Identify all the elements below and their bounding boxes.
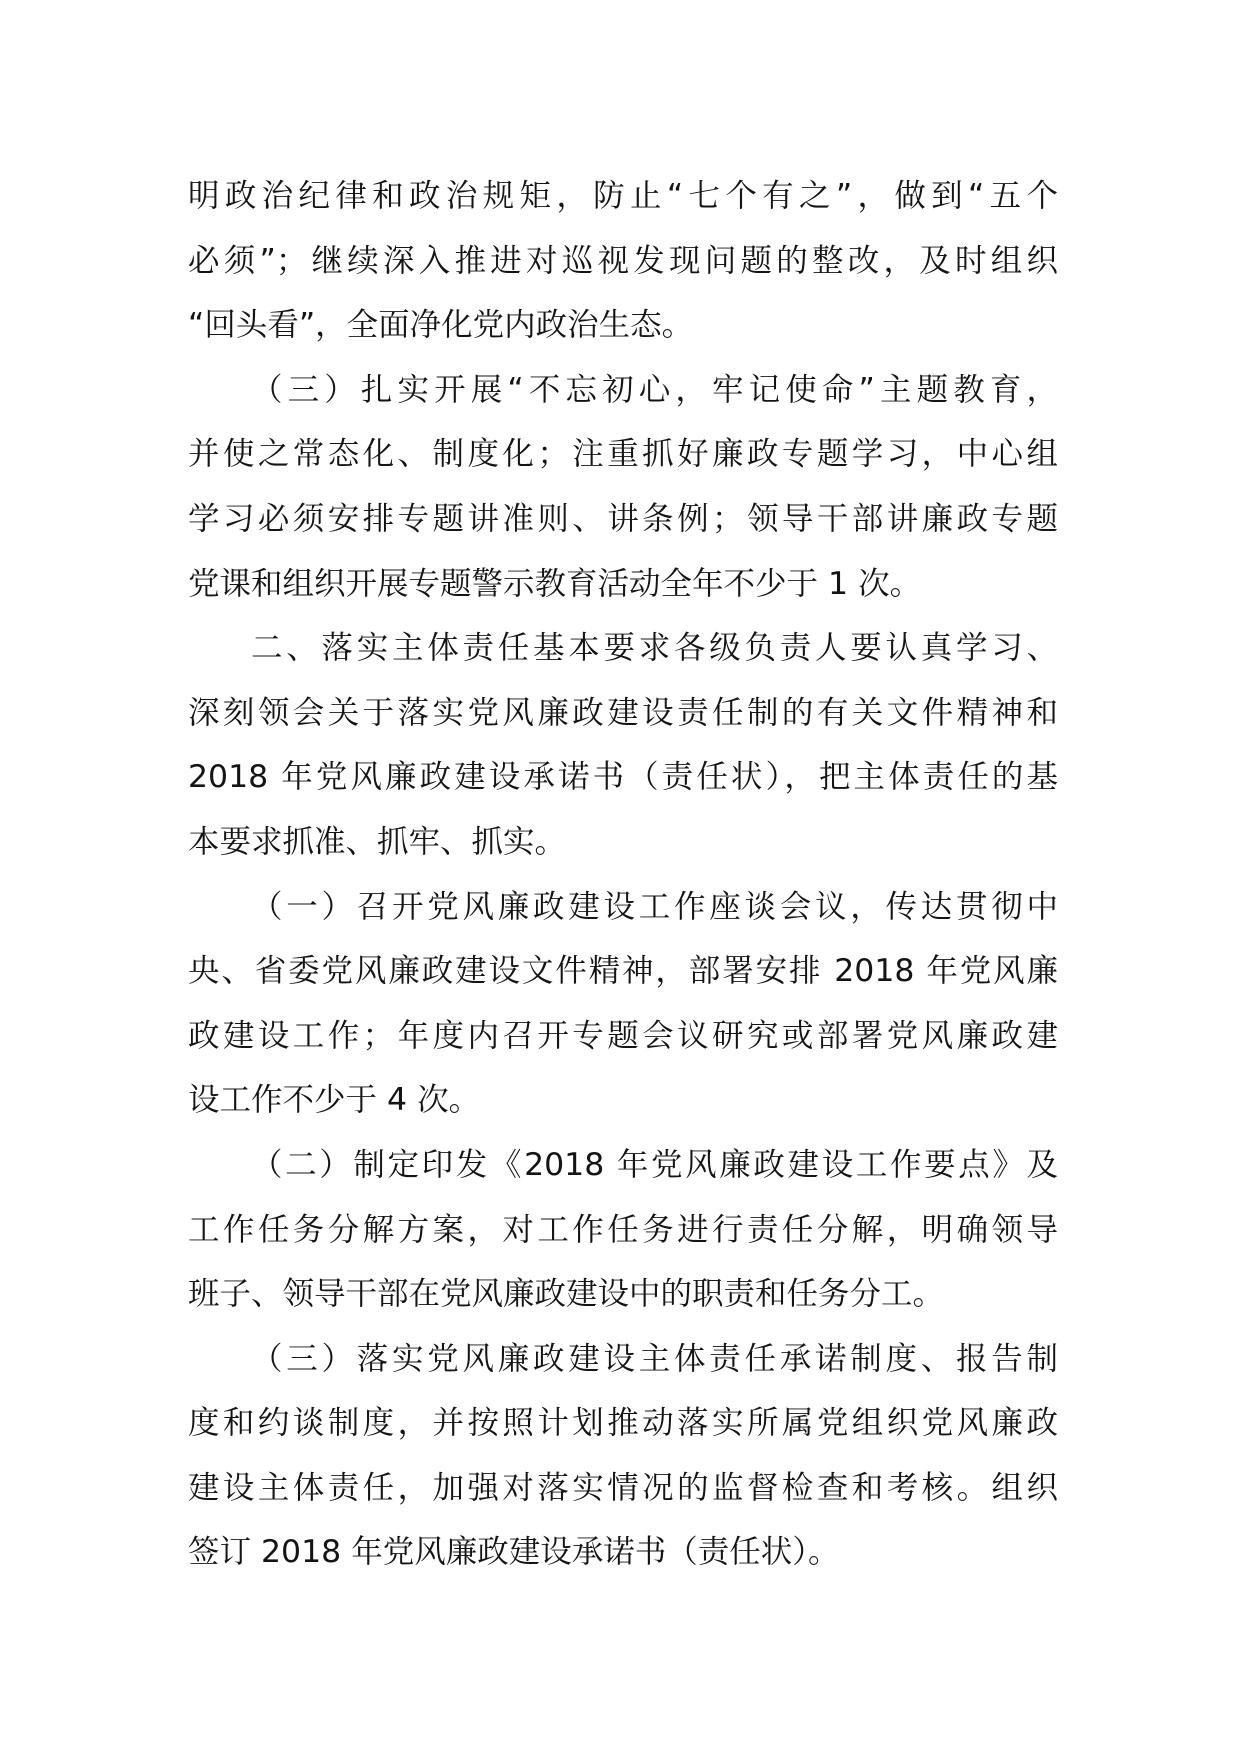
- text-line: 工作任务分解方案，对工作任务进行责任分解，明确领导: [188, 1211, 1058, 1248]
- paragraph: [188, 164, 1058, 358]
- paragraph: [188, 1133, 1058, 1327]
- text-line: 建设主体责任，加强对落实情况的监督检查和考核。组织: [188, 1469, 1058, 1506]
- paragraph: [188, 358, 1058, 616]
- text-line: 度和约谈制度，并按照计划推动落实所属党组织党风廉政: [188, 1405, 1058, 1442]
- text-line: 本要求抓准、抓牢、抓实。: [188, 823, 567, 860]
- paragraph: [188, 1327, 1058, 1585]
- text-line: （一）召开党风廉政建设工作座谈会议，传达贯彻中: [251, 888, 1058, 925]
- paragraph: [188, 875, 1058, 1133]
- text-line: 签订 2018 年党风廉政建设承诺书（责任状）。: [188, 1534, 840, 1571]
- text-line: 党课和组织开展专题警示教育活动全年不少于 1 次。: [188, 565, 922, 602]
- text-line: 政建设工作；年度内召开专题会议研究或部署党风廉政建: [188, 1017, 1058, 1054]
- text-line: 必须”；继续深入推进对巡视发现问题的整改，及时组织: [188, 242, 1058, 279]
- paragraph: [188, 616, 1058, 874]
- text-line: 班子、领导干部在党风廉政建设中的职责和任务分工。: [188, 1276, 945, 1313]
- text-line: （二）制定印发《2018 年党风廉政建设工作要点》及: [251, 1146, 1058, 1183]
- text-line: 设工作不少于 4 次。: [188, 1082, 481, 1119]
- text-line: 并使之常态化、制度化；注重抓好廉政专题学习，中心组: [188, 436, 1058, 473]
- text-line: “回头看”，全面净化党内政治生态。: [188, 307, 694, 344]
- text-line: 二、落实主体责任基本要求各级负责人要认真学习、: [251, 630, 1058, 667]
- text-line: （三）落实党风廉政建设主体责任承诺制度、报告制: [251, 1340, 1058, 1377]
- text-line: 学习必须安排专题讲准则、讲条例；领导干部讲廉政专题: [188, 500, 1058, 537]
- text-line: （三）扎实开展“不忘初心，牢记使命”主题教育，: [251, 371, 1058, 408]
- document-body: [188, 164, 1058, 1585]
- text-line: 明政治纪律和政治规矩，防止“七个有之”，做到“五个: [188, 178, 1058, 214]
- text-line: 深刻领会关于落实党风廉政建设责任制的有关文件精神和: [188, 694, 1058, 731]
- text-line: 央、省委党风廉政建设文件精神，部署安排 2018 年党风廉: [188, 953, 1058, 990]
- text-line: 2018 年党风廉政建设承诺书（责任状），把主体责任的基: [188, 759, 1058, 796]
